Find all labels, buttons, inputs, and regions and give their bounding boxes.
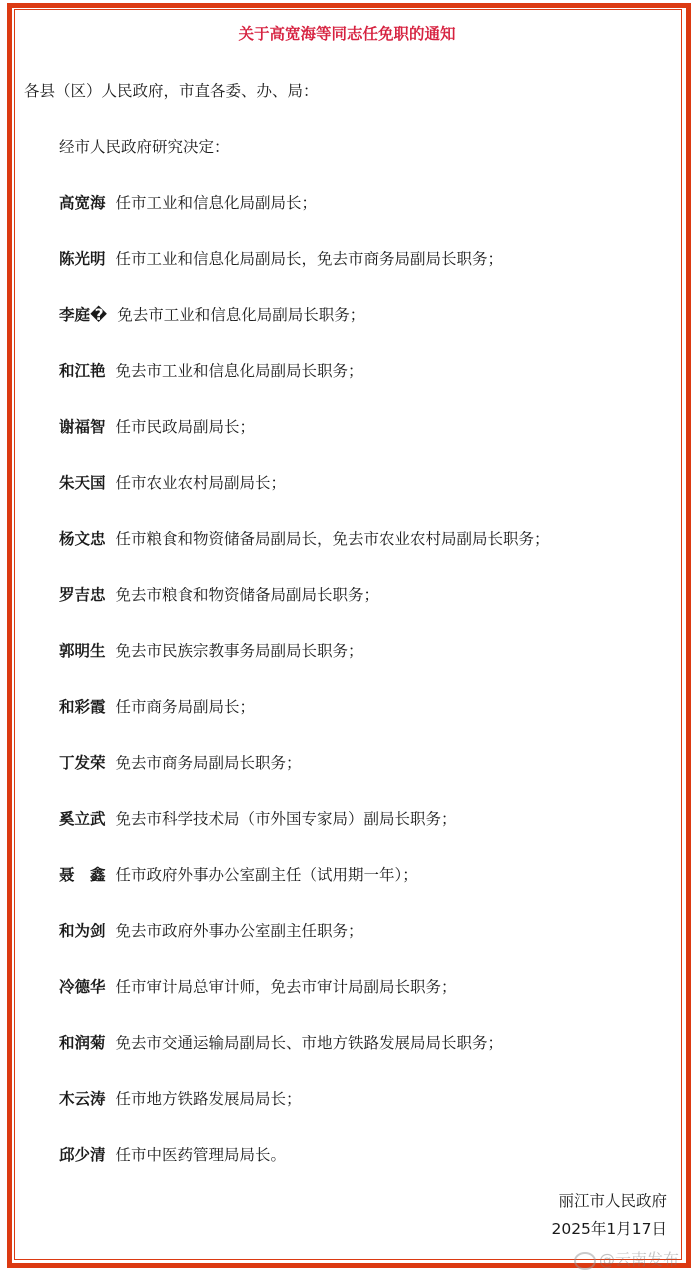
appointment-entry [59,695,255,717]
person-name: 郭明生 [59,642,106,660]
appointment-text: 任市审计局总审计师，免去市审计局副局长职务； [115,978,457,996]
appointment-entry [59,863,418,885]
person-name: 和润菊 [59,1034,106,1052]
person-name: 和为剑 [59,922,106,940]
signature-date: 2025年1月17日 [551,1220,667,1238]
appointment-entry [59,1031,503,1053]
signature-org: 丽江市人民政府 [558,1192,667,1210]
watermark-text: @云南发布 [599,1250,680,1269]
appointment-text: 任市政府外事办公室副主任（试用期一年）； [115,866,418,884]
appointment-text: 任市粮食和物资储备局副局长，免去市农业农村局副局长职务； [115,530,550,548]
appointment-text: 任市商务局副局长； [115,698,256,716]
person-name: 高宽海 [59,194,106,212]
appointment-text: 任市中医药管理局局长。 [115,1146,287,1164]
person-name: 聂 鑫 [59,866,106,884]
appointment-entry [59,191,317,213]
appointment-entry [59,1087,302,1109]
appointment-entry [59,1143,286,1165]
person-name: 奚立武 [59,810,106,828]
appointment-entry [59,359,364,381]
watermark [574,1247,679,1270]
person-name: 罗吉忠 [59,586,106,604]
person-name: 陈光明 [59,250,106,268]
appointment-text: 免去市工业和信息化局副局长职务； [117,306,366,324]
intro-text: 经市人民政府研究决定： [59,138,230,156]
person-name: 杨文忠 [59,530,106,548]
salutation: 各县（区）人民政府，市直各委、办、局： [24,82,319,100]
person-name: 朱天国 [59,474,106,492]
appointment-text: 任市民政局副局长； [115,418,256,436]
weibo-icon [574,1252,596,1270]
appointment-entry [59,471,286,493]
appointment-text: 任市地方铁路发展局局长； [115,1090,302,1108]
document-title: 关于高宽海等同志任免职的通知 [238,25,456,43]
person-name: 和彩霞 [59,698,106,716]
person-name: 谢福智 [59,418,106,436]
appointment-text: 免去市民族宗教事务局副局长职务； [115,642,364,660]
appointment-text: 免去市工业和信息化局副局长职务； [115,362,364,380]
appointment-entry [59,303,365,325]
appointment-text: 免去市商务局副局长职务； [115,754,302,772]
appointment-entry [59,639,364,661]
appointment-text: 免去市粮食和物资储备局副局长职务； [115,586,380,604]
person-name: 邱少清 [59,1146,106,1164]
appointment-text: 任市农业农村局副局长； [115,474,287,492]
appointment-entry [59,975,457,997]
person-name: 冷德华 [59,978,106,996]
appointment-entry [59,919,364,941]
appointment-text: 任市工业和信息化局副局长，免去市商务局副局长职务； [115,250,504,268]
person-name: 木云涛 [59,1090,106,1108]
appointment-text: 免去市政府外事办公室副主任职务； [115,922,364,940]
appointment-text: 免去市科学技术局（市外国专家局）副局长职务； [115,810,457,828]
person-name: 和江艳 [59,362,106,380]
appointment-entry [59,807,457,829]
appointment-entry [59,751,302,773]
person-name: 丁发荣 [59,754,106,772]
appointment-text: 免去市交通运输局副局长、市地方铁路发展局局长职务； [115,1034,504,1052]
appointment-entry [59,527,550,549]
appointment-entry [59,415,255,437]
person-name: 李庭� [59,306,108,324]
appointment-entry [59,247,503,269]
appointment-text: 任市工业和信息化局副局长； [115,194,318,212]
appointment-entry [59,583,379,605]
